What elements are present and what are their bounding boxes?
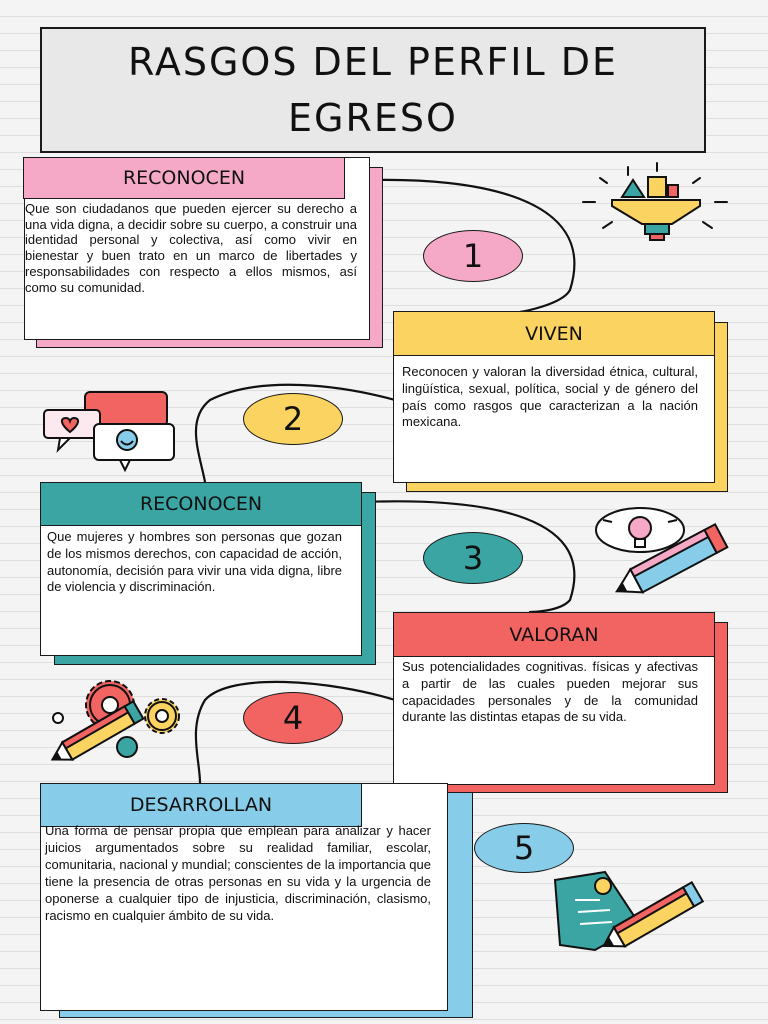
number-badge-2: 2 <box>243 393 343 445</box>
funnel-ideas-icon <box>583 163 727 240</box>
card-5-text: Una forma de pensar propia que emplean para analizar y hacer juicios argumentados sobre su realidad familiar, escolar, comunitaria, nacional y mundial; conscientes de la importancia que tiene la presencia de otras personas en su vida y la urgencia de oponerse a cualquier tipo de injusticia, discriminación, clasismo, racismo en cualquier ámbito de su vida. <box>45 823 431 923</box>
card-3-text: Que mujeres y hombres son personas que gozan de los mismos derechos, con capacidad de acción, autonomía, decisión para vivir una vida digna, libre de violencia y discriminación. <box>47 529 342 595</box>
card-4-text: Sus potencialidades cognitivas. físicas y afectivas a partir de las cuales pueden mejorar sus capacidades personales y de la comunidad durante las distintas etapas de su vida. <box>402 659 698 725</box>
card-2-heading: VIVEN <box>393 311 715 356</box>
card-4-heading: VALORAN <box>393 612 715 657</box>
card-1-text: Que son ciudadanos que pueden ejercer su derecho a una vida digna, a decidir sobre su cuerpo, a construir una identidad personal y colectiva, así como vivir en bienestar y buen trato en un marco de libertades y responsabilidades con respecto a ellos mismos, así como su comunidad. <box>25 201 357 295</box>
document-pencil-icon <box>555 872 703 955</box>
title-line-1: RASGOS DEL PERFIL DE <box>128 40 618 84</box>
title-box <box>40 27 706 153</box>
gears-pencil-icon <box>48 681 179 768</box>
card-3-heading: RECONOCEN <box>40 482 362 526</box>
card-2-text: Reconocen y valoran la diversidad étnica, cultural, lingüística, sexual, política, social y de género del país como rasgos que caracterizan a la nación mexicana. <box>402 364 698 430</box>
number-badge-3: 3 <box>423 532 523 584</box>
card-1-heading: RECONOCEN <box>23 157 345 199</box>
number-badge-1: 1 <box>423 230 523 282</box>
number-badge-4: 4 <box>243 692 343 744</box>
title-line-2: EGRESO <box>288 96 458 140</box>
chat-bubbles-icon <box>44 392 174 470</box>
page-title <box>128 34 618 146</box>
number-badge-5: 5 <box>474 823 574 873</box>
card-5-heading: DESARROLLAN <box>40 783 362 827</box>
lightbulb-pencil-icon <box>596 508 727 603</box>
